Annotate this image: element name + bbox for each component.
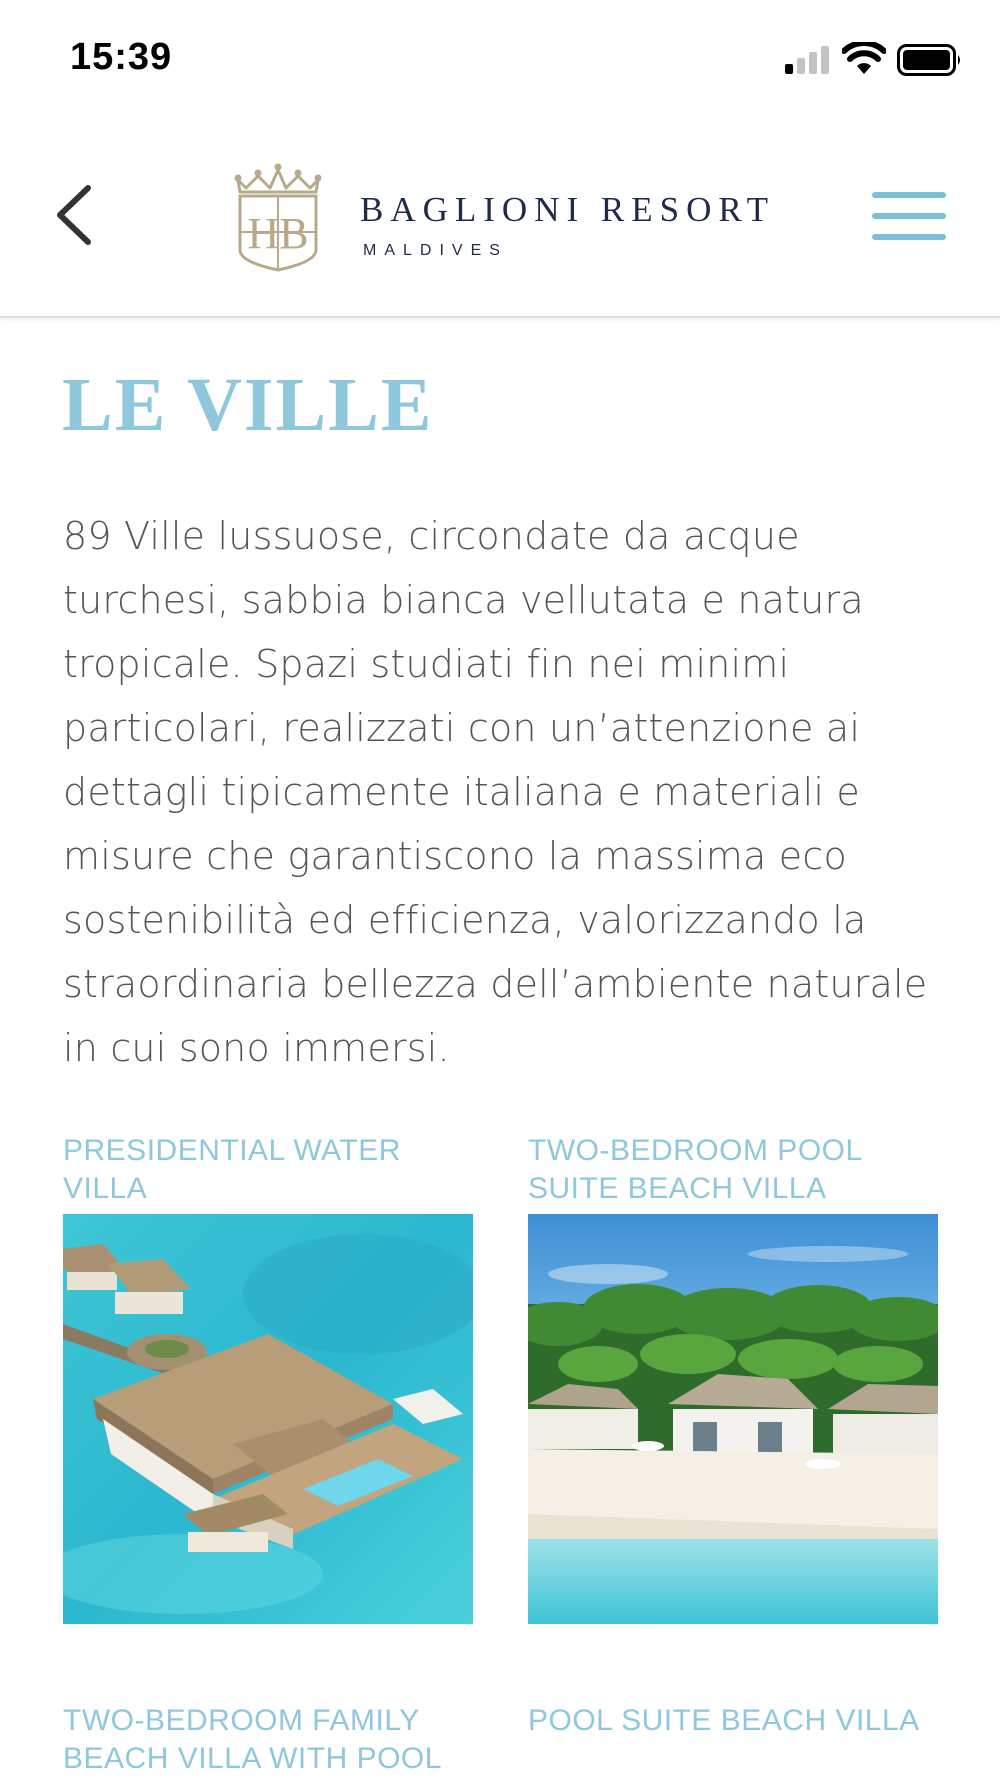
villa-card-presidential-water-villa[interactable]	[63, 1132, 473, 1208]
hamburger-menu-icon	[872, 190, 946, 242]
cellular-signal-icon	[785, 46, 831, 74]
back-chevron-icon[interactable]	[52, 184, 96, 246]
villa-image-beach-villa[interactable]	[528, 1214, 938, 1624]
villa-card-title: TWO-BEDROOM FAMILY BEACH VILLA WITH POOL	[63, 1704, 442, 1775]
battery-icon	[897, 44, 963, 76]
status-time: 15:39	[70, 36, 173, 78]
intro-paragraph: 89 Ville lussuose, circondate da acque turchesi, sabbia bianca vellutata e natura tropicale. Spazi studiati fin nei minimi particolari, realizzati con un’attenzione ai dettagli tipicamente italiana e materiali e misure che garantiscono la massima eco sostenibilità ed efficienza, valorizzando la straordinaria bellezza dell’ambiente naturale in cui sono immersi.	[63, 514, 928, 1070]
crest-monogram: HB	[247, 209, 309, 258]
site-header	[0, 110, 1000, 318]
wifi-icon	[842, 42, 886, 76]
villa-card-title: TWO-BEDROOM POOL SUITE BEACH VILLA	[528, 1134, 862, 1205]
villa-card-title: PRESIDENTIAL WATER VILLA	[63, 1134, 401, 1205]
page-title: LE VILLE	[62, 363, 434, 447]
villa-card-title: POOL SUITE BEACH VILLA	[528, 1704, 920, 1737]
brand-location: MALDIVES	[363, 242, 508, 259]
menu-button[interactable]	[872, 190, 946, 242]
villa-card-two-bedroom-family-beach-villa[interactable]	[63, 1702, 473, 1778]
crest-icon	[230, 162, 326, 272]
brand-logo[interactable]	[230, 162, 790, 272]
villa-card-pool-suite-beach-villa[interactable]	[528, 1702, 938, 1740]
villa-image-water-villa[interactable]	[63, 1214, 473, 1624]
brand-name: BAGLIONI RESORT	[360, 190, 775, 229]
villa-card-two-bedroom-pool-suite[interactable]	[528, 1132, 938, 1208]
status-bar	[0, 0, 1000, 110]
